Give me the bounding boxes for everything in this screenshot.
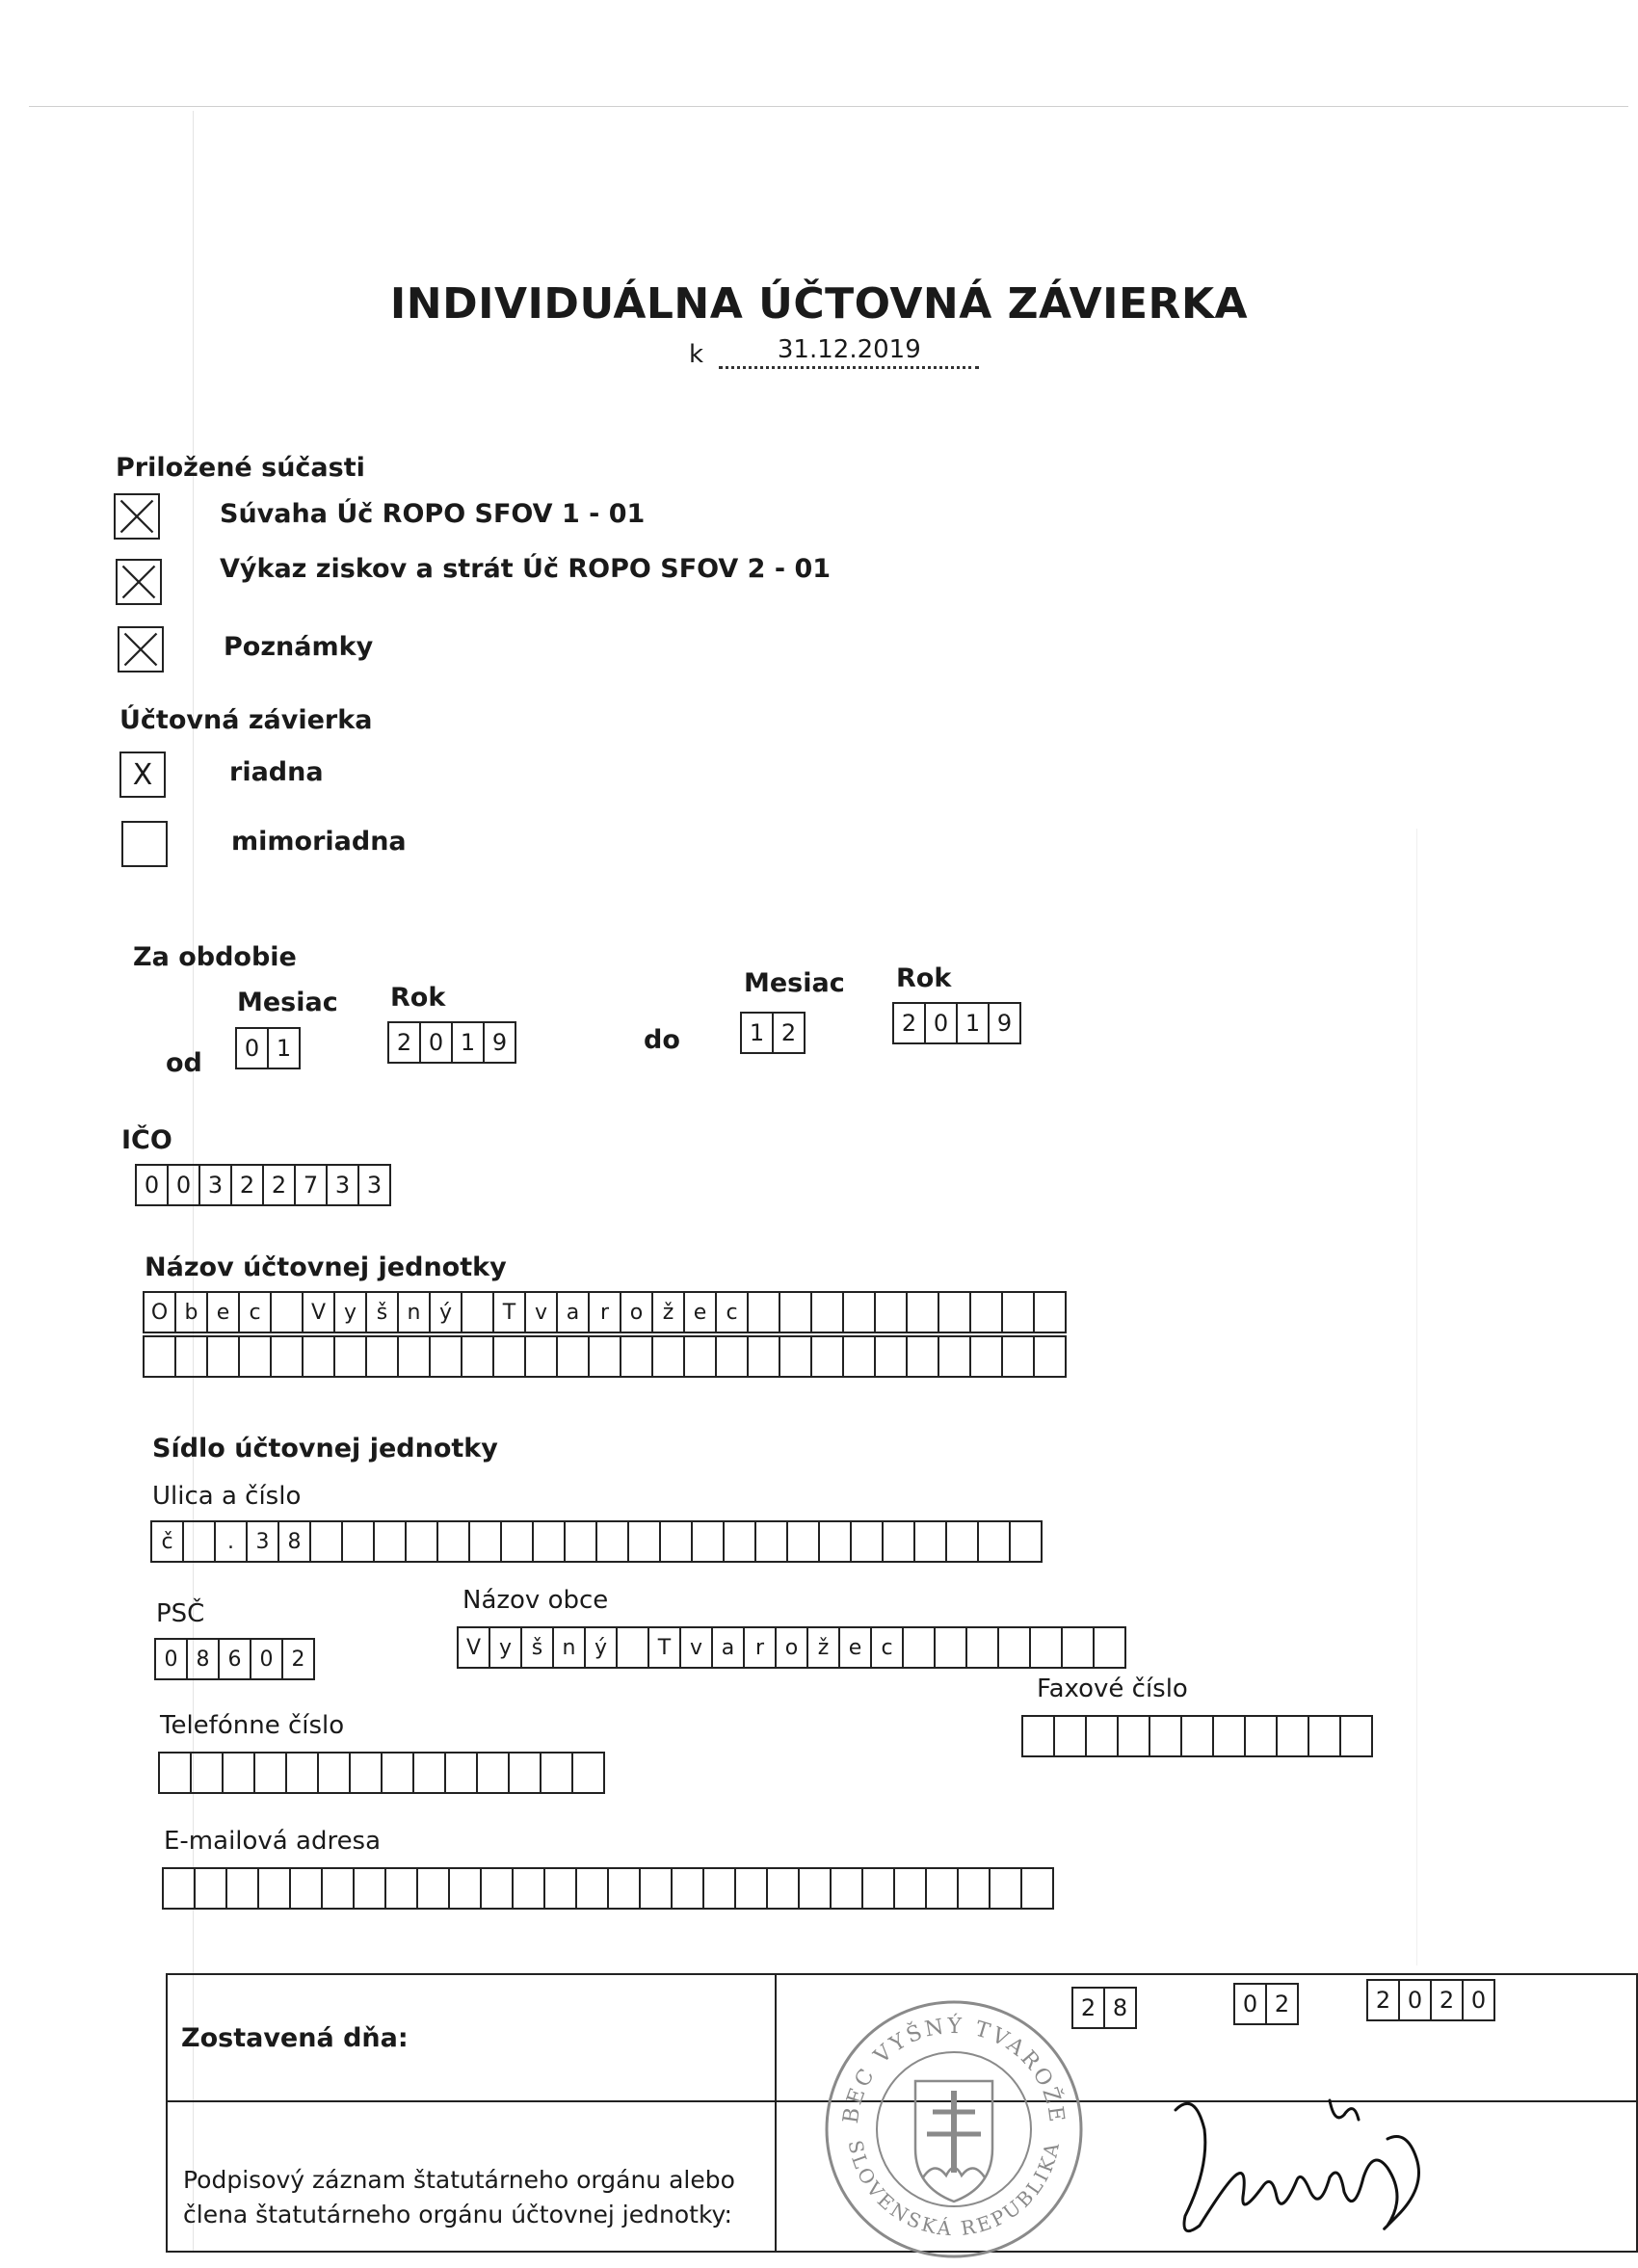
digit-cell[interactable]: 2 — [230, 1164, 264, 1206]
unit-name-row-1[interactable] — [143, 1291, 1067, 1333]
char-cell[interactable] — [779, 1335, 812, 1378]
char-cell[interactable] — [1020, 1867, 1054, 1910]
char-cell[interactable] — [412, 1752, 446, 1794]
char-cell[interactable] — [468, 1520, 502, 1563]
char-cell[interactable] — [627, 1520, 661, 1563]
char-cell[interactable] — [902, 1626, 936, 1669]
email-grid[interactable] — [162, 1867, 1054, 1910]
city-grid[interactable] — [457, 1626, 1126, 1669]
char-cell[interactable] — [143, 1335, 176, 1378]
scan-edge-line — [29, 106, 1628, 107]
char-cell[interactable] — [373, 1520, 407, 1563]
signature-record-label-1: Podpisový záznam štatutárneho orgánu alebo — [183, 2166, 735, 2194]
phone-label: Telefónne číslo — [160, 1711, 345, 1740]
digit-cell[interactable]: 2 — [1366, 1979, 1400, 2021]
char-cell[interactable] — [564, 1520, 597, 1563]
char-cell[interactable] — [461, 1291, 494, 1333]
to-month-label: Mesiac — [744, 968, 845, 998]
char-cell[interactable]: c — [715, 1291, 749, 1333]
char-cell[interactable] — [508, 1752, 542, 1794]
seal-text-bottom: SLOVENSKÁ REPUBLIKA — [843, 2138, 1065, 2241]
char-cell[interactable]: č — [150, 1520, 184, 1563]
digit-cell[interactable]: 2 — [772, 1012, 806, 1054]
char-cell[interactable] — [616, 1626, 649, 1669]
official-seal — [819, 1994, 1089, 2264]
char-cell[interactable] — [620, 1335, 653, 1378]
char-cell[interactable] — [341, 1520, 375, 1563]
char-cell[interactable] — [512, 1867, 545, 1910]
char-cell[interactable] — [1009, 1520, 1043, 1563]
char-cell[interactable] — [1053, 1715, 1087, 1757]
digit-cell[interactable]: 0 — [924, 1002, 958, 1044]
cross-mark-icon — [119, 628, 162, 671]
char-cell[interactable] — [639, 1867, 673, 1910]
from-month-grid[interactable] — [235, 1027, 301, 1069]
char-cell[interactable] — [595, 1520, 629, 1563]
street-label: Ulica a číslo — [152, 1482, 302, 1511]
digit-cell[interactable]: 1 — [956, 1002, 990, 1044]
period-heading: Za obdobie — [133, 942, 297, 972]
char-cell[interactable] — [333, 1335, 367, 1378]
char-cell[interactable] — [384, 1867, 418, 1910]
signature-section-divider — [775, 1973, 777, 2253]
char-cell[interactable] — [540, 1752, 573, 1794]
char-cell[interactable] — [965, 1626, 999, 1669]
char-cell[interactable] — [810, 1291, 844, 1333]
char-cell[interactable] — [989, 1867, 1022, 1910]
char-cell[interactable] — [874, 1291, 908, 1333]
digit-cell[interactable]: 0 — [135, 1164, 169, 1206]
char-cell[interactable]: y — [333, 1291, 367, 1333]
char-cell[interactable]: T — [647, 1626, 681, 1669]
digit-cell[interactable]: 2 — [281, 1638, 315, 1680]
char-cell[interactable]: v — [679, 1626, 713, 1669]
char-cell[interactable]: ž — [806, 1626, 840, 1669]
char-cell[interactable]: 8 — [277, 1520, 311, 1563]
char-cell[interactable]: c — [870, 1626, 904, 1669]
char-cell[interactable] — [365, 1335, 399, 1378]
checkbox-vykaz[interactable] — [116, 559, 162, 605]
char-cell[interactable] — [349, 1752, 383, 1794]
digit-cell[interactable]: 8 — [186, 1638, 220, 1680]
char-cell[interactable] — [448, 1867, 482, 1910]
char-cell[interactable] — [651, 1335, 685, 1378]
char-cell[interactable] — [874, 1335, 908, 1378]
char-cell[interactable] — [194, 1867, 227, 1910]
char-cell[interactable] — [938, 1291, 971, 1333]
char-cell[interactable] — [766, 1867, 800, 1910]
char-cell[interactable] — [1001, 1335, 1035, 1378]
char-cell[interactable]: y — [489, 1626, 522, 1669]
phone-grid[interactable] — [158, 1752, 605, 1794]
cross-mark-icon — [118, 561, 160, 603]
from-month-label: Mesiac — [237, 988, 338, 1017]
char-cell[interactable] — [747, 1291, 780, 1333]
char-cell[interactable] — [381, 1752, 414, 1794]
char-cell[interactable] — [289, 1867, 323, 1910]
char-cell[interactable] — [842, 1291, 876, 1333]
attachment-label-poznamky: Poznámky — [224, 632, 374, 662]
char-cell[interactable] — [1339, 1715, 1373, 1757]
char-cell[interactable]: ž — [651, 1291, 685, 1333]
char-cell[interactable] — [1033, 1335, 1067, 1378]
char-cell[interactable] — [1093, 1626, 1126, 1669]
handwritten-signature — [1156, 2071, 1445, 2255]
digit-cell[interactable]: 2 — [1265, 1983, 1299, 2025]
char-cell[interactable] — [461, 1335, 494, 1378]
char-cell[interactable] — [1001, 1291, 1035, 1333]
digit-cell[interactable]: 9 — [988, 1002, 1021, 1044]
to-year-label: Rok — [896, 963, 952, 993]
digit-cell[interactable]: 0 — [250, 1638, 283, 1680]
char-cell[interactable] — [906, 1291, 939, 1333]
char-cell[interactable] — [734, 1867, 768, 1910]
char-cell[interactable]: ý — [584, 1626, 618, 1669]
char-cell[interactable] — [253, 1752, 287, 1794]
attachment-label-vykaz: Výkaz ziskov a strát Úč ROPO SFOV 2 - 01 — [220, 554, 832, 584]
date-value[interactable]: 31.12.2019 — [719, 335, 979, 369]
char-cell[interactable] — [747, 1335, 780, 1378]
digit-cell[interactable]: 3 — [198, 1164, 232, 1206]
compiled-month-grid[interactable] — [1233, 1983, 1299, 2025]
char-cell[interactable]: o — [775, 1626, 808, 1669]
digit-cell[interactable]: 2 — [892, 1002, 926, 1044]
address-heading: Sídlo účtovnej jednotky — [152, 1434, 498, 1464]
email-label: E-mailová adresa — [164, 1827, 382, 1856]
to-month-grid[interactable] — [740, 1012, 806, 1054]
char-cell[interactable] — [588, 1335, 621, 1378]
char-cell[interactable]: 3 — [246, 1520, 279, 1563]
char-cell[interactable]: . — [214, 1520, 248, 1563]
char-cell[interactable] — [206, 1335, 240, 1378]
checkbox-poznamky[interactable] — [118, 626, 164, 672]
checkbox-mimoriadna[interactable] — [121, 821, 168, 867]
char-cell[interactable] — [309, 1520, 343, 1563]
char-cell[interactable]: ý — [429, 1291, 462, 1333]
char-cell[interactable] — [691, 1520, 725, 1563]
closing-type-heading: Účtovná závierka — [119, 705, 373, 735]
digit-cell[interactable]: 3 — [357, 1164, 391, 1206]
char-cell[interactable] — [480, 1867, 514, 1910]
digit-cell[interactable]: 0 — [167, 1164, 200, 1206]
char-cell[interactable] — [436, 1520, 470, 1563]
digit-cell[interactable]: 0 — [1462, 1979, 1495, 2021]
char-cell[interactable] — [850, 1520, 884, 1563]
cross-mark-icon — [116, 495, 158, 538]
compiled-year-grid[interactable] — [1366, 1979, 1495, 2021]
char-cell[interactable] — [659, 1520, 693, 1563]
char-cell[interactable] — [715, 1335, 749, 1378]
digit-cell[interactable]: 0 — [419, 1021, 453, 1064]
date-prefix: k — [689, 340, 704, 369]
char-cell[interactable] — [524, 1335, 558, 1378]
checkbox-suvaha[interactable] — [114, 493, 160, 540]
char-cell[interactable] — [397, 1335, 431, 1378]
char-cell[interactable] — [702, 1867, 736, 1910]
char-cell[interactable] — [222, 1752, 255, 1794]
char-cell[interactable] — [913, 1520, 947, 1563]
signature-record-label-2: člena štatutárneho orgánu účtovnej jednotky: — [183, 2201, 732, 2228]
char-cell[interactable] — [779, 1291, 812, 1333]
psc-grid[interactable] — [154, 1638, 315, 1680]
from-year-grid[interactable] — [387, 1021, 516, 1064]
char-cell[interactable]: T — [492, 1291, 526, 1333]
to-year-grid[interactable] — [892, 1002, 1021, 1044]
digit-cell[interactable]: 0 — [235, 1027, 269, 1069]
char-cell[interactable]: v — [524, 1291, 558, 1333]
char-cell[interactable] — [1117, 1715, 1150, 1757]
digit-cell[interactable]: 1 — [451, 1021, 485, 1064]
char-cell[interactable] — [556, 1335, 590, 1378]
char-cell[interactable] — [969, 1335, 1003, 1378]
unit-name-label: Názov účtovnej jednotky — [145, 1253, 507, 1282]
digit-cell[interactable]: 3 — [326, 1164, 359, 1206]
from-label: od — [166, 1048, 202, 1078]
char-cell[interactable] — [1085, 1715, 1119, 1757]
char-cell[interactable] — [723, 1520, 756, 1563]
city-label: Názov obce — [462, 1586, 609, 1615]
char-cell[interactable] — [532, 1520, 566, 1563]
char-cell[interactable] — [1033, 1291, 1067, 1333]
char-cell[interactable]: n — [397, 1291, 431, 1333]
char-cell[interactable] — [861, 1867, 895, 1910]
closing-label-riadna: riadna — [229, 757, 324, 787]
ico-grid[interactable] — [135, 1164, 391, 1206]
char-cell[interactable] — [997, 1626, 1031, 1669]
char-cell[interactable]: o — [620, 1291, 653, 1333]
fax-grid[interactable] — [1021, 1715, 1373, 1757]
char-cell[interactable] — [182, 1520, 216, 1563]
char-cell[interactable] — [938, 1335, 971, 1378]
char-cell[interactable] — [158, 1752, 192, 1794]
svg-text:OBEC VYŠNÝ TVAROŽEC — [819, 1994, 1069, 2126]
char-cell[interactable] — [925, 1867, 959, 1910]
digit-cell[interactable]: 1 — [267, 1027, 301, 1069]
char-cell[interactable]: š — [365, 1291, 399, 1333]
char-cell[interactable] — [798, 1867, 832, 1910]
char-cell[interactable]: b — [174, 1291, 208, 1333]
char-cell[interactable] — [444, 1752, 478, 1794]
from-year-label: Rok — [390, 983, 446, 1013]
char-cell[interactable] — [893, 1867, 927, 1910]
char-cell[interactable] — [321, 1867, 355, 1910]
char-cell[interactable] — [945, 1520, 979, 1563]
char-cell[interactable] — [543, 1867, 577, 1910]
attachment-label-suvaha: Súvaha Úč ROPO SFOV 1 - 01 — [220, 499, 646, 529]
char-cell[interactable] — [1212, 1715, 1246, 1757]
char-cell[interactable] — [957, 1867, 991, 1910]
char-cell[interactable] — [575, 1867, 609, 1910]
digit-cell[interactable]: 8 — [1103, 1987, 1137, 2029]
digit-cell[interactable]: 2 — [1430, 1979, 1464, 2021]
scan-artifact-line — [1416, 829, 1417, 1965]
char-cell[interactable] — [476, 1752, 510, 1794]
checkbox-riadna[interactable]: X — [119, 752, 166, 798]
document-title: INDIVIDUÁLNA ÚČTOVNÁ ZÁVIERKA — [389, 279, 1249, 329]
char-cell[interactable] — [1021, 1715, 1055, 1757]
char-cell[interactable] — [429, 1335, 462, 1378]
digit-cell[interactable]: 9 — [483, 1021, 516, 1064]
char-cell[interactable] — [285, 1752, 319, 1794]
char-cell[interactable]: V — [302, 1291, 335, 1333]
char-cell[interactable] — [977, 1520, 1011, 1563]
char-cell[interactable] — [238, 1335, 272, 1378]
digit-cell[interactable]: 2 — [387, 1021, 421, 1064]
unit-name-row-2[interactable] — [143, 1335, 1067, 1378]
char-cell[interactable]: a — [711, 1626, 745, 1669]
char-cell[interactable] — [906, 1335, 939, 1378]
digit-cell[interactable]: 1 — [740, 1012, 774, 1054]
char-cell[interactable]: š — [520, 1626, 554, 1669]
char-cell[interactable] — [270, 1291, 304, 1333]
char-cell[interactable] — [174, 1335, 208, 1378]
char-cell[interactable] — [405, 1520, 438, 1563]
char-cell[interactable] — [683, 1335, 717, 1378]
char-cell[interactable] — [416, 1867, 450, 1910]
date-line — [689, 335, 979, 369]
char-cell[interactable] — [1029, 1626, 1063, 1669]
char-cell[interactable] — [842, 1335, 876, 1378]
char-cell[interactable] — [830, 1867, 863, 1910]
street-grid[interactable] — [150, 1520, 1043, 1563]
to-label: do — [644, 1025, 680, 1055]
char-cell[interactable] — [1180, 1715, 1214, 1757]
char-cell[interactable]: V — [457, 1626, 490, 1669]
char-cell[interactable] — [162, 1867, 196, 1910]
char-cell[interactable] — [754, 1520, 788, 1563]
char-cell[interactable] — [500, 1520, 534, 1563]
char-cell[interactable] — [1308, 1715, 1341, 1757]
signature-scribble-icon — [1156, 2071, 1445, 2255]
char-cell[interactable] — [190, 1752, 224, 1794]
fax-label: Faxové číslo — [1037, 1675, 1188, 1703]
digit-cell[interactable]: 0 — [154, 1638, 188, 1680]
char-cell[interactable]: r — [588, 1291, 621, 1333]
char-cell[interactable] — [270, 1335, 304, 1378]
char-cell[interactable]: e — [683, 1291, 717, 1333]
char-cell[interactable]: n — [552, 1626, 586, 1669]
char-cell[interactable] — [1061, 1626, 1095, 1669]
attachments-heading: Priložené súčasti — [116, 453, 365, 483]
char-cell[interactable] — [257, 1867, 291, 1910]
digit-cell[interactable]: 0 — [1398, 1979, 1432, 2021]
char-cell[interactable]: e — [838, 1626, 872, 1669]
char-cell[interactable] — [786, 1520, 820, 1563]
char-cell[interactable] — [969, 1291, 1003, 1333]
digit-cell[interactable]: 2 — [262, 1164, 296, 1206]
char-cell[interactable]: a — [556, 1291, 590, 1333]
char-cell[interactable]: r — [743, 1626, 777, 1669]
char-cell[interactable] — [818, 1520, 852, 1563]
char-cell[interactable] — [1149, 1715, 1182, 1757]
closing-label-mimoriadna: mimoriadna — [231, 827, 407, 857]
char-cell[interactable] — [302, 1335, 335, 1378]
digit-cell[interactable]: 6 — [218, 1638, 251, 1680]
digit-cell[interactable]: 0 — [1233, 1983, 1267, 2025]
char-cell[interactable] — [492, 1335, 526, 1378]
digit-cell[interactable]: 7 — [294, 1164, 328, 1206]
ico-label: IČO — [121, 1125, 172, 1155]
char-cell[interactable] — [934, 1626, 967, 1669]
char-cell[interactable] — [1276, 1715, 1309, 1757]
char-cell[interactable] — [225, 1867, 259, 1910]
char-cell[interactable] — [317, 1752, 351, 1794]
compiled-label: Zostavená dňa: — [181, 2023, 409, 2053]
seal-text-top: BEC VYŠNÝ TVAROŽE — [838, 2014, 1070, 2126]
char-cell[interactable] — [571, 1752, 605, 1794]
char-cell[interactable] — [810, 1335, 844, 1378]
char-cell[interactable] — [1244, 1715, 1278, 1757]
char-cell[interactable] — [882, 1520, 915, 1563]
char-cell[interactable]: O — [143, 1291, 176, 1333]
seal-icon — [819, 1994, 1089, 2264]
psc-label: PSČ — [156, 1599, 205, 1628]
char-cell[interactable]: c — [238, 1291, 272, 1333]
char-cell[interactable] — [671, 1867, 704, 1910]
char-cell[interactable]: e — [206, 1291, 240, 1333]
char-cell[interactable] — [353, 1867, 386, 1910]
digit-cell[interactable]: 2 — [1071, 1987, 1105, 2029]
char-cell[interactable] — [607, 1867, 641, 1910]
